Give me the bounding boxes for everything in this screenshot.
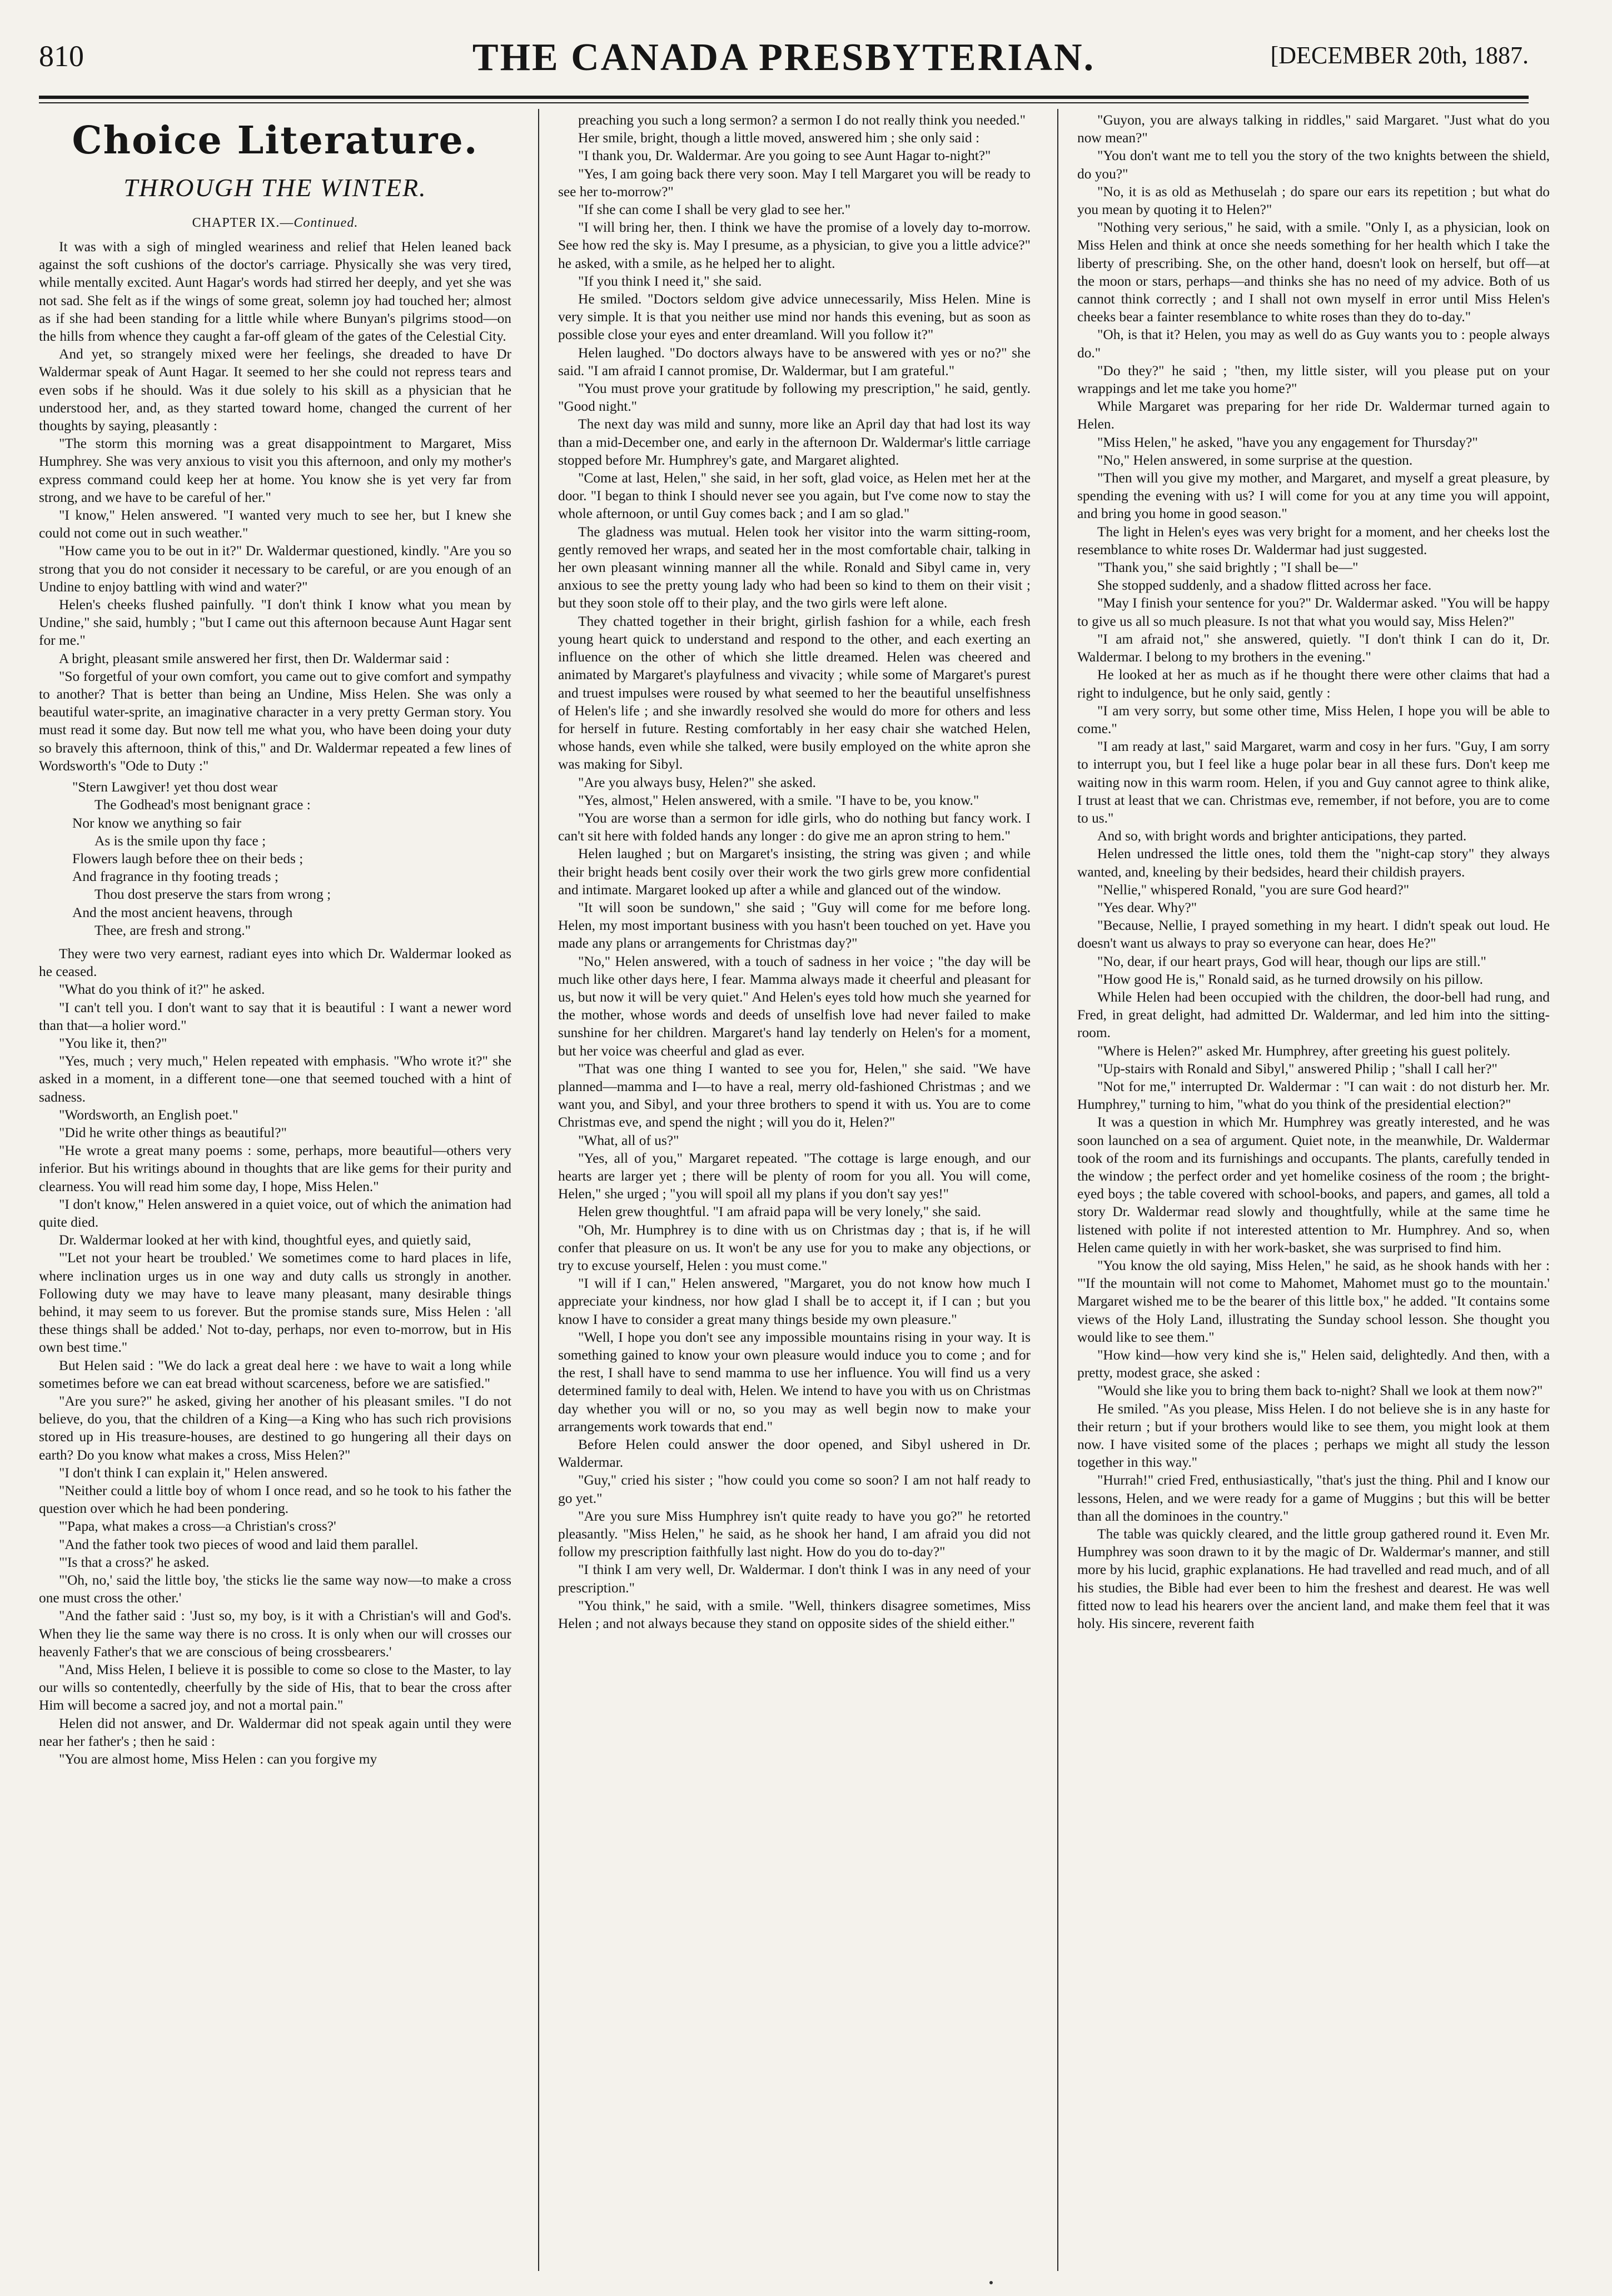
paragraph: "I thank you, Dr. Waldermar. Are you going to see Aunt Hagar to-night?" — [578, 148, 991, 164]
paragraph: "No, it is as old as Methuselah ; do spare our ears its repetition ; but what do you mean by quoting it to Helen?" — [1077, 183, 1550, 218]
paragraph: "'Papa, what makes a cross—a Christian's cross?' — [59, 1518, 336, 1535]
paragraph: "You are worse than a sermon for idle girls, who do nothing but fancy work. I can't sit here with folded hands any longer : do give me an apron string to hem." — [558, 810, 1031, 844]
paragraph: "How good He is," Ronald said, as he turned drowsily on his pillow. — [1097, 971, 1483, 987]
paragraph: He looked at her as much as if he thought there were other claims that had a right to indulgence, but he only said, gently : — [1077, 667, 1550, 701]
paragraph: "I am afraid not," she answered, quietly. "I don't think I can do it, Dr. Waldermar. I belong to my brothers in the evening." — [1077, 631, 1550, 665]
paragraph: "You like it, then?" — [59, 1035, 167, 1051]
paragraph: "No," Helen answered, in some surprise at the question. — [1097, 452, 1413, 468]
paragraph: "Do they?" he said ; "then, my little sister, will you please put on your wrappings and let me take you home?" — [1077, 362, 1550, 397]
paragraph: The table was quickly cleared, and the little group gathered round it. Even Mr. Humphrey was soon drawn to it by the magic of Dr. Waldermar's manner, and still more by his lucid, graphic explanations. He had travelled and read much, and of all his studies, the Bible had ever been to him the freshest and dearest. He was well fitted now to lead his hearers over the ancient land, and make them feel that it was holy. His sincere, reverent faith — [1077, 1526, 1550, 1632]
paragraph: "I think I am very well, Dr. Waldermar. I don't think I was in any need of your prescription." — [558, 1562, 1031, 1596]
issue-date: [DECEMBER 20th, 1887. — [1270, 42, 1529, 69]
paragraph: It was with a sigh of mingled weariness and relief that Helen leaned back against the soft cushions of the doctor's carriage. Physically she was very tired, while mentally excited. Aunt Hagar's words had stirred her deeply, and yet she was not sad. She felt as if the wings of some great, solemn joy had touched her; almost as if she had been standing for a little while where Bunyan's pilgrims stood—on the hills from whence they caught a far-off gleam of the gates of the Celestial City. — [39, 239, 511, 345]
paragraph: "Oh, Mr. Humphrey is to dine with us on Christmas day ; that is, if he will confer that pleasure on us. It won't be any use for you to make any objections, or try to excuse yourself, Helen : you must come." — [558, 1222, 1031, 1273]
paragraph: "I can't tell you. I don't want to say that it is beautiful : I want a newer word than that—a holier word." — [39, 999, 511, 1033]
paragraph: "Hurrah!" cried Fred, enthusiastically, "that's just the thing. Phil and I know our lessons, Helen, and we were ready for a game of Muggins ; but this will be better than all the dominoes in the country." — [1077, 1472, 1550, 1524]
paragraph: "Yes dear. Why?" — [1097, 899, 1197, 915]
paragraph: "I am very sorry, but some other time, Miss Helen, I hope you will be able to come." — [1077, 703, 1550, 736]
paragraph: She stopped suddenly, and a shadow flitted across her face. — [1097, 577, 1432, 594]
paragraph: "I am ready at last," said Margaret, warm and cosy in her furs. "Guy, I am sorry to interrupt you, but I feel like a huge polar bear in all these furs. Don't keep me waiting now in this warm room. Helen, if you and Guy cannot agree to think alike, I trust at least that we can. Christmas eve, remember, if not before, you are to come to us." — [1077, 739, 1550, 826]
paragraph: A bright, pleasant smile answered her first, then Dr. Waldermar said : — [59, 650, 450, 666]
paragraph: Her smile, bright, though a little moved, answered him ; she only said : — [578, 130, 980, 146]
paragraph: "Yes, much ; very much," Helen repeated with emphasis. "Who wrote it?" she asked in a moment, in a different tone—one that seemed touched with a hint of sadness. — [39, 1053, 511, 1105]
paragraph: While Margaret was preparing for her ride Dr. Waldermar turned again to Helen. — [1077, 399, 1550, 432]
poem-quote — [72, 778, 511, 939]
poem-line: And the most ancient heavens, through — [72, 904, 293, 920]
paragraph: "The storm this morning was a great disappointment to Margaret, Miss Humphrey. She was very anxious to visit you this afternoon, and only my mother's express command could keep her at home. You know she is yet very far from strong, and we have to be careful of her." — [39, 436, 511, 505]
paragraph: "Wordsworth, an English poet." — [59, 1107, 238, 1123]
paragraph: preaching you such a long sermon? a sermon I do not really think you needed." — [578, 112, 1026, 128]
chapter-continued: Continued. — [293, 216, 359, 230]
paragraph: "Well, I hope you don't see any impossible mountains rising in your way. It is something gained to know your own pleasure would induce you to come ; and for the rest, I shall have to send mamma to use her influence. You will find us a very determined family to deal with, Helen. We intend to have you with us on Christmas day whether you will or no, so you may as well begin now to make your arrangements work towards that end." — [558, 1329, 1031, 1435]
paragraph: "Neither could a little boy of whom I once read, and so he took to his father the question over which he had been pondering. — [39, 1483, 511, 1517]
paragraph: Helen's cheeks flushed painfully. "I don't think I know what you mean by Undine," she said, humbly ; "but I came out this afternoon because Aunt Hagar sent for me." — [39, 597, 511, 649]
paragraph: "Not for me," interrupted Dr. Waldermar : "I can wait : do not disturb her. Mr. Humphrey," turning to him, "what do you think of the presidential election?" — [1077, 1078, 1550, 1113]
paragraph: "Guy," cried his sister ; "how could you come so soon? I am not half ready to go yet." — [558, 1472, 1031, 1506]
column-divider — [1057, 109, 1058, 2271]
paragraph: Helen grew thoughtful. "I am afraid papa will be very lonely," she said. — [578, 1204, 981, 1220]
paragraph: "Nothing very serious," he said, with a smile. "Only I, as a physician, look on Miss Helen and think at once she needs something for her health which I take the liberty of prescribing. She, on the other hand, doesn't look on herself, but off—at the moon or stars, perhaps—and thinks she has no need of my advice. Both of us cannot think correctly ; and I shall not own myself in error until Miss Helen's cheeks bear a fainter resemblance to white roses than they do to-day." — [1077, 220, 1550, 325]
masthead-rule-thick — [39, 96, 1529, 99]
paragraph: "Thank you," she said brightly ; "I shall be—" — [1097, 560, 1359, 576]
poem-line: Thee, are fresh and strong." — [94, 922, 251, 938]
paragraph: "He wrote a great many poems : some, perhaps, more beautiful—others very inferior. But his writings abound in thoughts that are like gems for their purity and clearness. You will read him some day, I hope, Miss Helen." — [39, 1143, 511, 1194]
paragraph: "And, Miss Helen, I believe it is possible to come so close to the Master, to lay our wills so contentedly, cheerfully by the side of His, that to bear the cross after Him will become a sacred joy, and not a mortal pain." — [39, 1662, 511, 1714]
paragraph: And so, with bright words and brighter anticipations, they parted. — [1097, 828, 1467, 844]
paragraph: "How kind—how very kind she is," Helen said, delightedly. And then, with a pretty, modest grace, she asked : — [1077, 1347, 1550, 1381]
section-heading: Choice Literature. — [72, 118, 479, 163]
column-2-text — [558, 111, 1031, 1632]
paragraph: Dr. Waldermar looked at her with kind, thoughtful eyes, and quietly said, — [59, 1232, 471, 1248]
poem-line: Flowers laugh before thee on their beds ; — [72, 850, 304, 866]
paragraph: While Helen had been occupied with the children, the door-bell had rung, and Fred, in great delight, had admitted Dr. Waldermar, and led him into the sitting-room. — [1077, 989, 1550, 1041]
paragraph: The next day was mild and sunny, more like an April day that had lost its way than a mid-December one, and early in the afternoon Dr. Waldermar's little carriage stopped before Mr. Humphrey's gate, and Margaret alighted. — [558, 416, 1031, 468]
paragraph: "And the father took two pieces of wood and laid them parallel. — [59, 1536, 419, 1552]
paragraph: "You are almost home, Miss Helen : can you forgive my — [59, 1751, 377, 1767]
chapter-label — [39, 213, 511, 232]
column-3 — [1077, 111, 1550, 2279]
paragraph: It was a question in which Mr. Humphrey was greatly interested, and he was soon launched on a sea of argument. Quiet note, in the meanwhile, Dr. Waldermar took of the room and its furnishings and occupants. The plants, carefully tended in the window ; the perfect order and yet homelike cosiness of the room ; the bright-eyed boys ; the table covered with school-books, and papers, and games, all told a story Dr. Waldermar read slowly and thoughtfully, while at the same time he listened with polite if not interested attention to Mr. Humphrey. And so, when Helen came quietly in with her work-basket, she was surprised to find him. — [1077, 1114, 1550, 1256]
paragraph: Helen laughed ; but on Margaret's insisting, the string was given ; and while their bright heads bent cosily over their work the two girls grew more confidential and intimate. Margaret looked up after a while and glanced out of the window. — [558, 846, 1031, 898]
paragraph: "Nellie," whispered Ronald, "you are sure God heard?" — [1097, 881, 1410, 898]
page-number: 810 — [39, 39, 84, 73]
paragraph: "'Is that a cross?' he asked. — [59, 1554, 210, 1570]
paragraph: "'Oh, no,' said the little boy, 'the sticks lie the same way now—to make a cross one must cross the other.' — [39, 1572, 511, 1606]
paragraph: "And the father said : 'Just so, my boy, is it with a Christian's will and God's. When they lie the same way there is no cross. It is only when our will crosses our heavenly Father's that we are conscious of being crossbearers.' — [39, 1608, 511, 1660]
paragraph: "That was one thing I wanted to see you for, Helen," she said. "We have planned—mamma and I—to have a real, merry old-fashioned Christmas ; and we want you, and Sibyl, and your three brothers to spend it with us. You are to come Christmas eve, and spend the night ; will you do it, Helen?" — [558, 1060, 1031, 1130]
paragraph: "If she can come I shall be very glad to see her." — [578, 202, 851, 218]
column-3-text — [1077, 111, 1550, 1632]
paragraph: "I don't think I can explain it," Helen answered. — [59, 1465, 328, 1481]
paragraph: "You must prove your gratitude by following my prescription," he said, gently. "Good night." — [558, 381, 1031, 415]
paragraph: "'Let not your heart be troubled.' We sometimes come to hard places in life, where inclination urges us in one way and duty calls us strongly in another. Following duty we may have to leave many pleasant, many desirable things behind, it may seem to us forever. But the promise stands sure, Miss Helen : 'all these things shall be added.' Not to-day, perhaps, nor even to-morrow, but in His own best time." — [39, 1250, 511, 1356]
paragraph: Helen laughed. "Do doctors always have to be answered with yes or no?" she said. "I am afraid I cannot promise, Dr. Waldermar, but I am grateful." — [558, 345, 1031, 378]
poem-line: "Stern Lawgiver! yet thou dost wear — [72, 779, 278, 795]
column-2 — [558, 111, 1031, 2279]
paragraph: Helen did not answer, and Dr. Waldermar did not speak again until they were near her father's ; then he said : — [39, 1715, 511, 1749]
paragraph: But Helen said : "We do lack a great deal here : we have to wait a long while sometimes before we can eat bread without scarceness, before we are satisfied." — [39, 1357, 511, 1391]
poem-line: The Godhead's most benignant grace : — [94, 797, 311, 813]
paragraph: "You don't want me to tell you the story of the two knights between the shield, do you?" — [1077, 148, 1550, 182]
poem-line: Thou dost preserve the stars from wrong ; — [94, 886, 331, 903]
paragraph: "Miss Helen," he asked, "have you any engagement for Thursday?" — [1097, 434, 1478, 450]
paragraph: "How came you to be out in it?" Dr. Waldermar questioned, kindly. "Are you so strong that you do not consider it necessary to be careful, or are you enough of an Undine to enjoy battling with wind and water?" — [39, 543, 511, 595]
paragraph: "Yes, all of you," Margaret repeated. "The cottage is large enough, and our hearts are larger yet ; there will be plenty of room for you all. You will come, Helen," she urged ; "you will spoil all my plans if you don't say yes!" — [558, 1150, 1031, 1202]
paragraph: "I will if I can," Helen answered, "Margaret, you do not know how much I appreciate your kindness, nor how glad I shall be to accept it, if I can ; but you know I have to consider a great many things beside my own pleasure." — [558, 1276, 1031, 1327]
masthead-rule-thin — [39, 102, 1529, 103]
paragraph: "Then will you give my mother, and Margaret, and myself a great pleasure, by spending the evening with us? I will come for you at any time you will appoint, and bring you home in good season." — [1077, 470, 1550, 522]
paragraph: "Are you sure Miss Humphrey isn't quite ready to have you go?" he retorted pleasantly. "Miss Helen," he said, as he shook her hand, I am afraid you did not follow my prescription faithfully last night. How do you do to-day?" — [558, 1508, 1031, 1560]
masthead — [39, 33, 1529, 100]
paragraph: "Are you always busy, Helen?" she asked. — [578, 774, 817, 790]
paragraph: Helen undressed the little ones, told them the "night-cap story" they always wanted, and, kneeling by their bedsides, heard their childish prayers. — [1077, 846, 1550, 880]
paragraph: "Up-stairs with Ronald and Sibyl," answered Philip ; "shall I call her?" — [1097, 1060, 1497, 1077]
paragraph: "Yes, almost," Helen answered, with a smile. "I have to be, you know." — [578, 792, 979, 808]
paragraph: "It will soon be sundown," she said ; "Guy will come for me before long. Helen, my most important business with you hasn't been touched on yet. Have you made any plans or arrangements for Christmas day?" — [558, 899, 1031, 952]
paragraph: "No, dear, if our heart prays, God will hear, though our lips are still." — [1097, 953, 1486, 969]
paragraph: "Where is Helen?" asked Mr. Humphrey, after greeting his guest politely. — [1097, 1043, 1510, 1059]
poem-line: And fragrance in thy footing treads ; — [72, 869, 278, 885]
paragraph: "Come at last, Helen," she said, in her soft, glad voice, as Helen met her at the door. "I began to think I should never see you again, but I've come now to stay the whole afternoon, or until Guy comes back ; and I am so glad." — [558, 470, 1031, 522]
paragraph: "Yes, I am going back there very soon. May I tell Margaret you will be ready to see her to-morrow?" — [558, 166, 1031, 200]
paragraph: "May I finish your sentence for you?" Dr. Waldermar asked. "You will be happy to give us all so much pleasure. Is not that what you would say, Miss Helen?" — [1077, 595, 1550, 629]
story-title: THROUGH THE WINTER. — [123, 173, 427, 202]
paragraph: "So forgetful of your own comfort, you came out to give comfort and sympathy to another? That is better than being an Undine, Miss Helen. She was only a beautiful water-sprite, an imaginative character in a very pretty German story. You must read it some day. But now tell me what you, who have been doing your duty so bravely this afternoon, think of this," and Dr. Waldermar repeated a few lines of Wordsworth's "Ode to Duty :" — [39, 668, 511, 774]
paragraph: Before Helen could answer the door opened, and Sibyl ushered in Dr. Waldermar. — [558, 1437, 1031, 1471]
column-1-text-a — [39, 238, 511, 775]
column-1 — [39, 111, 511, 2279]
paragraph: And yet, so strangely mixed were her feelings, she dreaded to have Dr Waldermar speak of Aunt Hagar. It seemed to her she could not repress tears and even sobs if he should. Was it due solely to his skill as a physician that he understood her, and, as they started toward home, changed the current of her thoughts by saying, pleasantly : — [39, 346, 511, 434]
paragraph: The light in Helen's eyes was very bright for a moment, and her cheeks lost the resemblance to white roses Dr. Waldermar had just suggested. — [1077, 524, 1550, 557]
newspaper-title: THE CANADA PRESBYTERIAN. — [472, 36, 1096, 79]
paragraph: "Are you sure?" he asked, giving her another of his pleasant smiles. "I do not believe, do you, that the children of a King—a King who has such rich provisions stored up in His treasure-houses, are destined to go hungering all their days on earth? Do you know what makes a cross, Miss Helen?" — [39, 1393, 511, 1463]
paragraph: "I don't know," Helen answered in a quiet voice, out of which the animation had quite died. — [39, 1196, 511, 1230]
paragraph: "If you think I need it," she said. — [578, 273, 762, 289]
paragraph: "I will bring her, then. I think we have the promise of a lovely day to-morrow. See how red the sky is. May I presume, as a physician, to give you a little advice?" he asked, with a smile, as he helped her to alight. — [558, 220, 1031, 271]
paragraph: He smiled. "As you please, Miss Helen. I do not believe she is in any haste for their return ; but if your brothers would like to see them, you might look at them now. I have visited some of the places ; perhaps we might all study the lesson together in this way." — [1077, 1401, 1550, 1471]
paragraph: "Because, Nellie, I prayed something in my heart. I didn't speak out loud. He doesn't want us always to pray so everyone can hear, does He?" — [1077, 918, 1550, 952]
poem-line: As is the smile upon thy face ; — [94, 833, 266, 849]
poem-line: Nor know we anything so fair — [72, 815, 241, 831]
column-divider — [538, 109, 539, 2271]
paragraph: The gladness was mutual. Helen took her visitor into the warm sitting-room, gently removed her wraps, and seated her in the most comfortable chair, talking in her own pleasant winning manner all the while. Ronald and Sibyl came in, very anxious to see the pretty young lady who had been so kind to them on their visit ; but they soon stole off to their play, and the two girls were left alone. — [558, 524, 1031, 611]
paragraph: He smiled. "Doctors seldom give advice unnecessarily, Miss Helen. Mine is very simple. It is that you neither use mind nor hands this evening, but as soon as possible close your eyes and enter dreamland. Will you follow it?" — [558, 291, 1031, 343]
paragraph: "Oh, is that it? Helen, you may as well do as Guy wants you to : people always do." — [1077, 327, 1550, 361]
paragraph: "Guyon, you are always talking in riddles," said Margaret. "Just what do you now mean?" — [1077, 112, 1550, 146]
paragraph: "Would she like you to bring them back to-night? Shall we look at them now?" — [1097, 1383, 1543, 1399]
paragraph: "You know the old saying, Miss Helen," he said, as he shook hands with her : "'If the mountain will not come to Mahomet, Mahomet must go to the mountain.' Margaret wished me to be the bearer of this little box," he added. "It contains some views of the Holy Land, illustrating the Sunday school lesson. She thought you would like to see them." — [1077, 1258, 1550, 1345]
paragraph: "What, all of us?" — [578, 1132, 679, 1148]
paragraph: "Did he write other things as beautiful?" — [59, 1124, 287, 1140]
paragraph: "I know," Helen answered. "I wanted very much to see her, but I knew she could not come out in such weather." — [39, 507, 511, 541]
paragraph: "You think," he said, with a smile. "Well, thinkers disagree sometimes, Miss Helen ; and not always because they stand on opposite sides of the shield either." — [558, 1597, 1031, 1632]
paragraph: They chatted together in their bright, girlish fashion for a while, each fresh young heart quick to understand and respond to the other, and each exerting an influence on the other of which she little dreamed. Helen was cheered and animated by Margaret's playfulness and vivacity ; while some of Margaret's purest and truest impulses were roused by what seemed to her the beautiful unselfishness of Helen's life ; and she inwardly resolved she would do more for others and less for herself in future. Resting comfortably in her easy chair she watched Helen, whose hands, even while she talked, were busily employed on the white apron she was making for Sibyl. — [558, 613, 1031, 773]
print-dot — [989, 2281, 993, 2284]
paragraph: "No," Helen answered, with a touch of sadness in her voice ; "the day will be much like other days here, I fear. Mamma always made it cheerful and pleasant for us, but now it will be very quiet." And Helen's eyes told how much she yearned for the mother, whose words and deeds of unselfish love had never failed to make sunshine for her children. Margaret's hand lay tenderly on Helen's for a moment, but her voice was cheerful and glad as ever. — [558, 953, 1031, 1059]
column-1-text-b — [39, 945, 511, 1768]
paragraph: They were two very earnest, radiant eyes into which Dr. Waldermar looked as he ceased. — [39, 945, 511, 980]
chapter-number: CHAPTER IX.— — [192, 216, 294, 230]
paragraph: "What do you think of it?" he asked. — [59, 982, 265, 998]
